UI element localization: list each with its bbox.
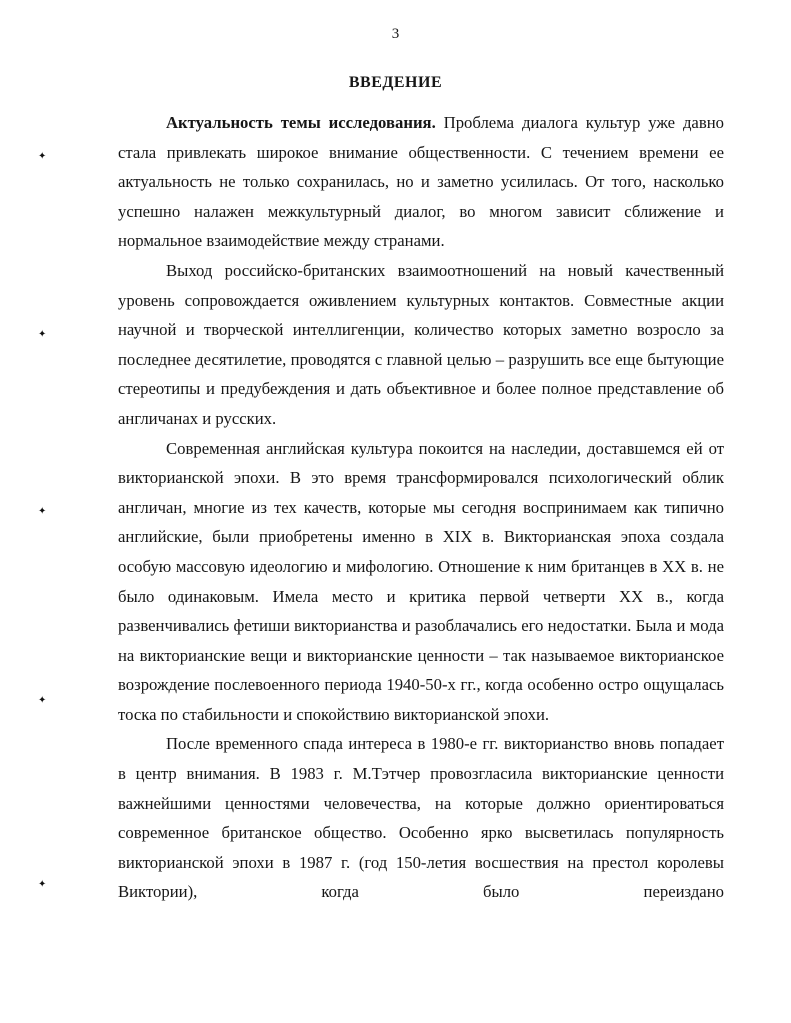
paragraph-relevance bbox=[118, 108, 724, 256]
margin-bullet-icon: ✦ bbox=[38, 879, 47, 890]
paragraph-victorian-heritage: Современная английская культура покоится на наследии, доставшемся ей от викторианской эпохи. В это время трансформировался психологический облик англичан, многие из тех качеств, которые мы сегодня воспринимаем как типично английские, были приобретены именно в XIX в. Викторианская эпоха создала особую массовую идеологию и мифологию. Отношение к ним британцев в XX в. не было одинаковым. Имела место и критика первой четверти XX в., когда развенчивались фетиши викторианства и разоблачались его недостатки. Была и мода на викторианские вещи и викторианские ценности – так называемое викторианское возрождение послевоенного периода 1940-50-х гг., когда особенно остро ощущалась тоска по стабильности и спокойствию викторианской эпохи. bbox=[118, 438, 724, 724]
page-number: 3 bbox=[391, 26, 400, 42]
paragraph-text: Проблема диалога культур уже давно стала привлекать широкое внимание общественности. С течением времени ее актуальность не только сохранилась, но и заметно усилилась. От того, насколько успешно налажен межкультурный диалог, во многом зависит сближение и нормальное взаимодействие между странами. bbox=[118, 113, 724, 251]
margin-bullet-icon: ✦ bbox=[38, 506, 47, 517]
paragraph-relations: Выход российско-британских взаимоотношений на новый качественный уровень сопровождается оживлением культурных контактов. Совместные акции научной и творческой интеллигенции, количество которых заметно возросло за последнее десятилетие, проводятся с главной целью – разрушить все еще бытующие стереотипы и предубеждения и дать объективное и более полное представление об англичанах и русских. bbox=[118, 260, 724, 428]
paragraph-lead: Актуальность темы исследования. bbox=[166, 113, 436, 132]
paragraph-revival: После временного спада интереса в 1980-е гг. викторианство вновь попадает в центр внимания. В 1983 г. М.Тэтчер провозгласила викторианские ценности важнейшими ценностями человечества, на которые должно ориентироваться современное британское общество. Особенно ярко высветилась популярность викторианской эпохи в 1987 г. (год 150-летия восшествия на престол королевы Виктории), когда было переиздано bbox=[118, 734, 724, 902]
margin-bullet-icon: ✦ bbox=[38, 329, 47, 340]
document-body bbox=[118, 108, 724, 907]
margin-bullet-icon: ✦ bbox=[38, 151, 47, 162]
section-heading: ВВЕДЕНИЕ bbox=[348, 74, 443, 91]
margin-bullet-icon: ✦ bbox=[38, 695, 47, 706]
